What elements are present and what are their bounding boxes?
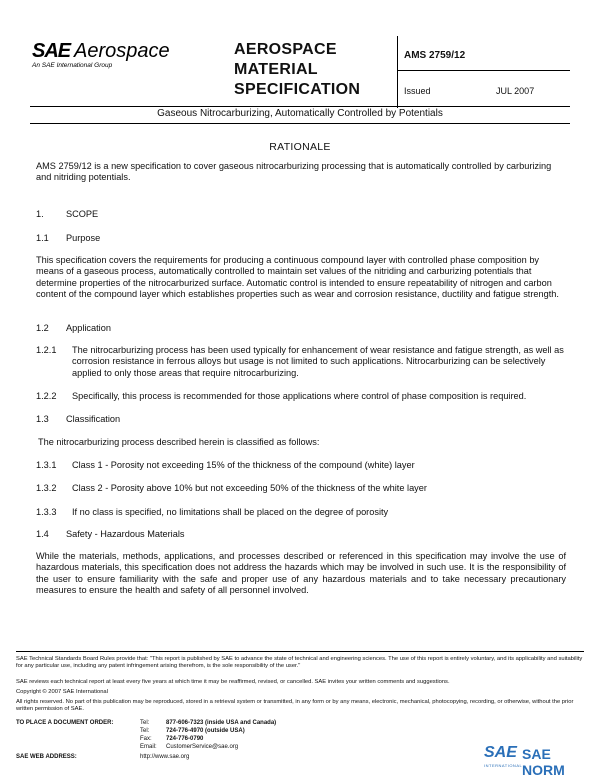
issued-label: Issued	[404, 86, 431, 96]
classification-intro: The nitrocarburizing process described herein is classified as follows:	[38, 437, 320, 447]
issued-date: JUL 2007	[496, 86, 535, 96]
section-number: 1.2	[36, 323, 49, 333]
logo-sae: SAE	[32, 40, 71, 62]
contact-key: Fax:	[140, 736, 152, 742]
item-number: 1.3.2	[36, 483, 57, 493]
sae-norm-logo	[484, 744, 594, 776]
title-line-1: AEROSPACE	[234, 41, 337, 58]
item-number: 1.2.2	[36, 391, 57, 401]
document-subtitle: Gaseous Nitrocarburizing, Automatically Controlled by Potentials	[157, 108, 443, 119]
section-label: Application	[66, 323, 111, 333]
sae-aerospace-logo	[32, 40, 212, 80]
norm-logo-text: SAE NORM	[522, 746, 565, 776]
footer-review-notice: SAE reviews each technical report at least every five years at which time it may be reaffirmed, revised, or cancelled. SAE invites your written comments and suggestions.	[16, 679, 450, 685]
logo-subtitle: An SAE International Group	[32, 62, 113, 69]
rationale-text: AMS 2759/12 is a new specification to cover gaseous nitrocarburizing processing that is automatically controlled by carburizing and nitriding potentials.	[36, 161, 552, 183]
footer-copyright: Copyright © 2007 SAE International	[16, 689, 108, 695]
web-address-label: SAE WEB ADDRESS:	[16, 754, 77, 760]
title-line-3: SPECIFICATION	[234, 81, 361, 98]
web-address-link[interactable]: http://www.sae.org	[140, 754, 190, 760]
section-classification	[36, 414, 120, 424]
info-divider	[398, 70, 570, 71]
norm-logo-sae: SAE	[484, 744, 517, 761]
item-text: Class 1 - Porosity not exceeding 15% of the thickness of the compound (white) layer	[72, 460, 415, 470]
subtitle-rule	[30, 123, 570, 124]
title-line-2: MATERIAL	[234, 61, 318, 78]
section-number: 1.1	[36, 233, 49, 243]
contact-key: Email:	[140, 744, 157, 750]
document-type-title	[234, 40, 394, 100]
footer-rights: All rights reserved. No part of this publication may be reproduced, stored in a retrieval system or transmitted, in any form or by any means, electronic, mechanical, photocopying, recording, or otherwise, without the prior written permission of SAE.	[16, 699, 574, 713]
section-scope	[36, 209, 98, 219]
section-label: Safety - Hazardous Materials	[66, 529, 185, 539]
contact-key: Tel:	[140, 720, 150, 726]
rationale-heading: RATIONALE	[269, 141, 331, 153]
item-text: Class 2 - Porosity above 10% but not exceeding 50% of the thickness of the white layer	[72, 483, 427, 493]
section-label: Classification	[66, 414, 121, 424]
section-number: 1.3	[36, 414, 49, 424]
contact-key: Tel:	[140, 728, 150, 734]
contact-value: 724-776-4970 (outside USA)	[166, 728, 245, 734]
item-text: If no class is specified, no limitations shall be placed on the degree of porosity	[72, 507, 389, 517]
contact-value: 724-776-0790	[166, 736, 204, 742]
section-number: 1.4	[36, 529, 49, 539]
header-rule	[30, 106, 570, 107]
safety-text: While the materials, methods, applications, and processes described or referenced in this specification may involve the use of hazardous materials, this specification does not address the hazards which may be involved in such use. It is the responsibility of the user to ensure familiarity with the safe and proper use of any hazardous materials and to take necessary precautionary measures to ensure the health and safety of all personnel involved.	[36, 551, 566, 596]
item-number: 1.3.3	[36, 507, 57, 517]
section-label: Purpose	[66, 233, 101, 243]
item-number: 1.3.1	[36, 460, 57, 470]
section-label: SCOPE	[66, 209, 99, 219]
section-safety	[36, 529, 184, 539]
contact-value: 877-606-7323 (inside USA and Canada)	[166, 720, 277, 726]
footer-rule	[16, 651, 584, 652]
document-info-box	[397, 36, 569, 108]
section-number: 1.	[36, 209, 44, 219]
doc-number: AMS 2759/12	[404, 50, 466, 61]
order-label: TO PLACE A DOCUMENT ORDER:	[16, 720, 114, 726]
purpose-text: This specification covers the requirements for producing a continuous compound layer with controlled phase composition by means of a gaseous process, automatically controlled to maintain set values of the nitriding and carburizing potentials that determine properties of the nitrocarburized surface. Automatic control is intended to ensure repeatability of nitrogen and carbon content of the compound layer which establishes properties such as wear and corrosion resistance, ductility and fatigue strength.	[36, 255, 559, 300]
item-text: Specifically, this process is recommended for those applications where control of phase composition is required.	[72, 391, 527, 401]
contact-email[interactable]: CustomerService@sae.org	[166, 744, 239, 750]
item-text: The nitrocarburizing process has been used typically for enhancement of wear resistance and fatigue strength, as well as corrosion resistance in ferrous alloys but usage is not limited to such applications. Nitrocarburizing can be selectively applied to only those areas that require nitrocarburizing.	[72, 345, 564, 378]
footer-notice: SAE Technical Standards Board Rules provide that: "This report is published by SAE to advance the state of technical and engineering sciences. The use of this report is entirely voluntary, and its applicability and suitability for any particular use, including any patent infringement arising therefrom, is the sole responsibility of the user."	[16, 656, 583, 670]
item-number: 1.2.1	[36, 345, 57, 355]
section-application	[36, 323, 111, 333]
logo-aerospace: Aerospace	[74, 40, 170, 62]
section-purpose	[36, 233, 100, 243]
norm-logo-small: INTERNATIONAL	[484, 763, 523, 768]
